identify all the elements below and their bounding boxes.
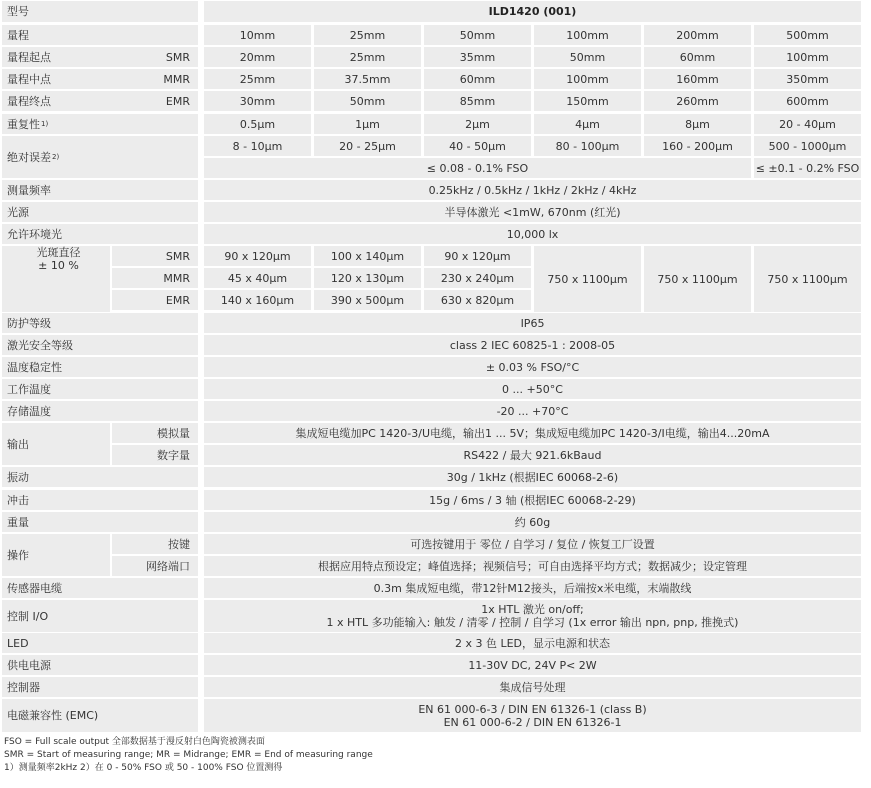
- laser_class-label: [2, 335, 198, 355]
- mid-value-text: 160mm: [676, 72, 719, 86]
- spot-merged-value: [534, 246, 641, 312]
- model-name: [204, 1, 861, 22]
- spot-merged-value: [754, 246, 861, 312]
- range-label-text: 量程: [7, 28, 29, 42]
- rate-label-text: 测量频率: [7, 183, 51, 197]
- end-value-text: 50mm: [349, 94, 386, 108]
- repeat-label: [2, 114, 198, 134]
- laser_class-label-text: 激光安全等级: [7, 338, 73, 352]
- spot-abbr: [112, 290, 198, 310]
- emc-value-line-2: EN 61 000-6-2 / DIN EN 61326-1: [443, 715, 622, 729]
- output-analog-label: [112, 423, 198, 443]
- led-label-text: LED: [7, 636, 29, 650]
- repeat-value: [314, 114, 421, 134]
- mid-value: [314, 69, 421, 89]
- range-value: [754, 25, 861, 45]
- end-value-text: 600mm: [786, 94, 829, 108]
- spot-label-line-1: 光斑直径: [36, 246, 81, 259]
- light-label: [2, 202, 198, 222]
- op_temp-value-text: 0 ... +50°C: [502, 382, 563, 396]
- spot-merged-value-text: 750 x 1100μm: [657, 272, 738, 286]
- range-value: [644, 25, 751, 45]
- op_temp-value: [204, 379, 861, 399]
- rate-value-text: 0.25kHz / 0.5kHz / 1kHz / 2kHz / 4kHz: [428, 183, 637, 197]
- output-analog-value: [204, 423, 861, 443]
- operation-web-value: [204, 556, 861, 576]
- range-value-text: 50mm: [459, 28, 496, 42]
- operation-label: [2, 534, 110, 576]
- operation-keys-value-text: 可选按键用于 零位 / 自学习 / 复位 / 恢复工厂设置: [410, 537, 655, 551]
- footnotes: [4, 736, 373, 775]
- protection-value: [204, 313, 861, 333]
- spot-merged-value: [644, 246, 751, 312]
- supply-label: [2, 655, 198, 675]
- header-label-text: 型号: [7, 5, 29, 18]
- spot-abbr: [112, 268, 198, 288]
- shock-label-text: 冲击: [7, 493, 29, 507]
- output-digital-value-text: RS422 / 最大 921.6kBaud: [463, 448, 602, 462]
- model-name-text: ILD1420 (001): [488, 5, 577, 18]
- abs-error-value: [534, 136, 641, 156]
- cable-label-text: 传感器电缆: [7, 581, 62, 595]
- spot-value-text: 120 x 130μm: [330, 271, 405, 285]
- output-digital-label-text: 数字量: [157, 448, 190, 462]
- abs-error-value-text: 500 - 1000μm: [768, 139, 847, 153]
- spot-value-text: 230 x 240μm: [440, 271, 515, 285]
- abs-error-label: [2, 136, 198, 178]
- weight-label: [2, 512, 198, 532]
- emc-label-text: 电磁兼容性 (EMC): [7, 709, 99, 722]
- op_temp-label-text: 工作温度: [7, 382, 51, 396]
- led-label: [2, 633, 198, 653]
- rate-value: [204, 180, 861, 200]
- ambient-label: [2, 224, 198, 244]
- start-value: [204, 47, 311, 67]
- end-value-text: 260mm: [676, 94, 719, 108]
- abs-error-fso-b: [754, 158, 861, 178]
- control-value-line-1: 1x HTL 激光 on/off;: [481, 603, 584, 616]
- led-value: [204, 633, 861, 653]
- vibration-value: [204, 467, 861, 487]
- spot-label-line-2: ± 10 %: [38, 259, 79, 272]
- store_temp-value: [204, 401, 861, 421]
- output-label: [2, 423, 110, 465]
- mid-value: [534, 69, 641, 89]
- control-value-line-2: 1 x HTL 多功能输入: 触发 / 清零 / 控制 / 自学习 (1x error 输出 npn, pnp, 推挽式): [326, 616, 739, 629]
- spot-value: [204, 268, 311, 288]
- repeat-value-text: 1μm: [355, 117, 380, 131]
- abs-error-label-footnote-mark: 2): [52, 152, 60, 161]
- mid-value-text: 100mm: [566, 72, 609, 86]
- cable-value-text: 0.3m 集成短电缆，带12针M12接头，后端按x米电缆，末端散线: [373, 581, 692, 595]
- supply-value-text: 11-30V DC, 24V P< 2W: [468, 658, 597, 672]
- mid-value: [424, 69, 531, 89]
- end-value: [534, 91, 641, 111]
- control-label-text: 控制 I/O: [7, 609, 49, 623]
- range-value: [204, 25, 311, 45]
- abs-error-value: [424, 136, 531, 156]
- laser_class-value-text: class 2 IEC 60825-1 : 2008-05: [449, 338, 616, 352]
- weight-value-text: 约 60g: [514, 515, 551, 529]
- mid-abbr-text: MMR: [163, 72, 190, 86]
- mid-label-text: 量程中点: [7, 72, 51, 86]
- operation-keys-label: [112, 534, 198, 554]
- start-abbr-text: SMR: [165, 50, 190, 64]
- emc-value-line-1: EN 61 000-6-3 / DIN EN 61326-1 (class B): [418, 702, 647, 716]
- output-analog-label-text: 模拟量: [157, 426, 190, 440]
- spot-value: [204, 290, 311, 310]
- end-value-text: 150mm: [566, 94, 609, 108]
- footnote-fso: FSO = Full scale output 全部数据基于漫反射白色陶瓷被测表面: [4, 737, 265, 747]
- spot-value: [424, 246, 531, 266]
- temp_stab-label-text: 温度稳定性: [7, 360, 62, 374]
- ambient-value: [204, 224, 861, 244]
- spot-value-text: 140 x 160μm: [220, 293, 295, 307]
- spot-value: [314, 268, 421, 288]
- vibration-value-text: 30g / 1kHz (根据IEC 60068-2-6): [446, 470, 619, 484]
- start-value: [314, 47, 421, 67]
- op_temp-label: [2, 379, 198, 399]
- cable-value: [204, 578, 861, 598]
- output-analog-value-text: 集成短电缆加PC 1420-3/U电缆，输出1 ... 5V；集成短电缆加PC 1420-3/I电缆，输出4...20mA: [295, 426, 770, 440]
- ambient-value-text: 10,000 lx: [506, 227, 559, 241]
- repeat-value: [644, 114, 751, 134]
- spot-value: [314, 246, 421, 266]
- abs-error-fso-b-text: ≤ ±0.1 - 0.2% FSO: [755, 161, 860, 175]
- range-value-text: 10mm: [239, 28, 276, 42]
- start-value-text: 100mm: [786, 50, 829, 64]
- start-value-text: 60mm: [679, 50, 716, 64]
- end-abbr: [112, 91, 198, 111]
- abs-error-value-text: 160 - 200μm: [662, 139, 733, 153]
- laser_class-value: [204, 335, 861, 355]
- range-value-text: 200mm: [676, 28, 719, 42]
- temp_stab-label: [2, 357, 198, 377]
- store_temp-value-text: -20 ... +70°C: [496, 404, 569, 418]
- spot-value: [424, 268, 531, 288]
- controller-label-text: 控制器: [7, 680, 40, 694]
- start-value-text: 50mm: [569, 50, 606, 64]
- mid-value-text: 350mm: [786, 72, 829, 86]
- spot-value-text: 45 x 40μm: [227, 271, 288, 285]
- output-label-text: 输出: [7, 437, 29, 451]
- spot-value-text: 90 x 120μm: [444, 249, 511, 263]
- end-value: [754, 91, 861, 111]
- operation-web-label-text: 网络端口: [146, 559, 190, 573]
- output-digital-label: [112, 445, 198, 465]
- repeat-label-text: 重复性: [7, 117, 40, 131]
- abs-error-value: [314, 136, 421, 156]
- header-label: [2, 1, 198, 22]
- footnote-ranges: SMR = Start of measuring range; MR = Midrange; EMR = End of measuring range: [4, 750, 373, 760]
- operation-label-text: 操作: [7, 548, 29, 562]
- end-abbr-text: EMR: [165, 94, 190, 108]
- operation-keys-label-text: 按键: [168, 537, 190, 551]
- led-value-text: 2 x 3 色 LED，显示电源和状态: [454, 636, 611, 650]
- end-value: [314, 91, 421, 111]
- spot-value: [314, 290, 421, 310]
- start-label-text: 量程起点: [7, 50, 51, 64]
- repeat-value: [754, 114, 861, 134]
- vibration-label: [2, 467, 198, 487]
- mid-value: [644, 69, 751, 89]
- output-digital-value: [204, 445, 861, 465]
- end-value-text: 30mm: [239, 94, 276, 108]
- controller-label: [2, 677, 198, 697]
- start-value-text: 20mm: [239, 50, 276, 64]
- repeat-value-text: 0.5μm: [239, 117, 276, 131]
- spot-abbr-text: SMR: [165, 249, 190, 263]
- range-value: [534, 25, 641, 45]
- emc-value: [204, 699, 861, 732]
- mid-value: [754, 69, 861, 89]
- spot-value-text: 390 x 500μm: [330, 293, 405, 307]
- repeat-label-footnote-mark: 1): [41, 119, 49, 128]
- abs-error-value-text: 40 - 50μm: [449, 139, 506, 153]
- start-value: [754, 47, 861, 67]
- operation-web-value-text: 根据应用特点预设定；峰值选择；视频信号；可自由选择平均方式；数据减少；设定管理: [318, 559, 747, 573]
- abs-error-value-text: 8 - 10μm: [232, 139, 283, 153]
- weight-label-text: 重量: [7, 515, 29, 529]
- control-label: [2, 600, 198, 632]
- repeat-value: [204, 114, 311, 134]
- repeat-value-text: 2μm: [465, 117, 490, 131]
- mid-value-text: 37.5mm: [344, 72, 391, 86]
- repeat-value: [424, 114, 531, 134]
- supply-value: [204, 655, 861, 675]
- shock-value-text: 15g / 6ms / 3 轴 (根据IEC 60068-2-29): [429, 493, 636, 507]
- range-value: [424, 25, 531, 45]
- range-value-text: 500mm: [786, 28, 829, 42]
- spot-value: [424, 290, 531, 310]
- shock-label: [2, 490, 198, 510]
- temp_stab-value: [204, 357, 861, 377]
- controller-value-text: 集成信号处理: [499, 680, 566, 694]
- weight-value: [204, 512, 861, 532]
- store_temp-label: [2, 401, 198, 421]
- spot-value-text: 630 x 820μm: [440, 293, 515, 307]
- mid-value-text: 25mm: [239, 72, 276, 86]
- controller-value: [204, 677, 861, 697]
- range-value-text: 100mm: [566, 28, 609, 42]
- light-value: [204, 202, 861, 222]
- repeat-value: [534, 114, 641, 134]
- abs-error-value-text: 80 - 100μm: [555, 139, 620, 153]
- end-value: [204, 91, 311, 111]
- mid-value: [204, 69, 311, 89]
- end-value-text: 85mm: [459, 94, 496, 108]
- spot-label: [2, 246, 110, 312]
- protection-label: [2, 313, 198, 333]
- repeat-value-text: 20 - 40μm: [779, 117, 836, 131]
- spot-merged-value-text: 750 x 1100μm: [547, 272, 628, 286]
- vibration-label-text: 振动: [7, 470, 29, 484]
- control-value: [204, 600, 861, 632]
- emc-label: [2, 699, 198, 732]
- protection-value-text: IP65: [520, 316, 545, 330]
- spot-value-text: 90 x 120μm: [224, 249, 291, 263]
- shock-value: [204, 490, 861, 510]
- abs-error-fso-a: [204, 158, 751, 178]
- rate-label: [2, 180, 198, 200]
- spot-abbr-text: EMR: [165, 293, 190, 307]
- ambient-label-text: 允许环境光: [7, 227, 62, 241]
- range-value-text: 25mm: [349, 28, 386, 42]
- start-value: [424, 47, 531, 67]
- mid-value-text: 60mm: [459, 72, 496, 86]
- range-value: [314, 25, 421, 45]
- abs-error-value: [644, 136, 751, 156]
- spot-value-text: 100 x 140μm: [330, 249, 405, 263]
- repeat-value-text: 4μm: [575, 117, 600, 131]
- abs-error-value: [204, 136, 311, 156]
- abs-error-value: [754, 136, 861, 156]
- abs-error-fso-a-text: ≤ 0.08 - 0.1% FSO: [426, 161, 529, 175]
- light-value-text: 半导体激光 <1mW, 670nm (红光): [444, 205, 621, 219]
- start-value: [644, 47, 751, 67]
- store_temp-label-text: 存储温度: [7, 404, 51, 418]
- spot-abbr-text: MMR: [163, 271, 190, 285]
- start-abbr: [112, 47, 198, 67]
- light-label-text: 光源: [7, 205, 29, 219]
- temp_stab-value-text: ± 0.03 % FSO/°C: [485, 360, 580, 374]
- spot-merged-value-text: 750 x 1100μm: [767, 272, 848, 286]
- start-value-text: 25mm: [349, 50, 386, 64]
- end-value: [644, 91, 751, 111]
- repeat-value-text: 8μm: [685, 117, 710, 131]
- start-value: [534, 47, 641, 67]
- range-label: [2, 25, 198, 45]
- cable-label: [2, 578, 198, 598]
- mid-abbr: [112, 69, 198, 89]
- start-value-text: 35mm: [459, 50, 496, 64]
- end-label-text: 量程终点: [7, 94, 51, 108]
- spot-value: [204, 246, 311, 266]
- operation-keys-value: [204, 534, 861, 554]
- operation-web-label: [112, 556, 198, 576]
- abs-error-label-text: 绝对误差: [7, 150, 51, 164]
- spot-abbr: [112, 246, 198, 266]
- supply-label-text: 供电电源: [7, 658, 51, 672]
- protection-label-text: 防护等级: [7, 316, 51, 330]
- footnote-conditions: 1）测量频率2kHz 2）在 0 - 50% FSO 或 50 - 100% FSO 位置测得: [4, 763, 283, 773]
- end-value: [424, 91, 531, 111]
- abs-error-value-text: 20 - 25μm: [339, 139, 396, 153]
